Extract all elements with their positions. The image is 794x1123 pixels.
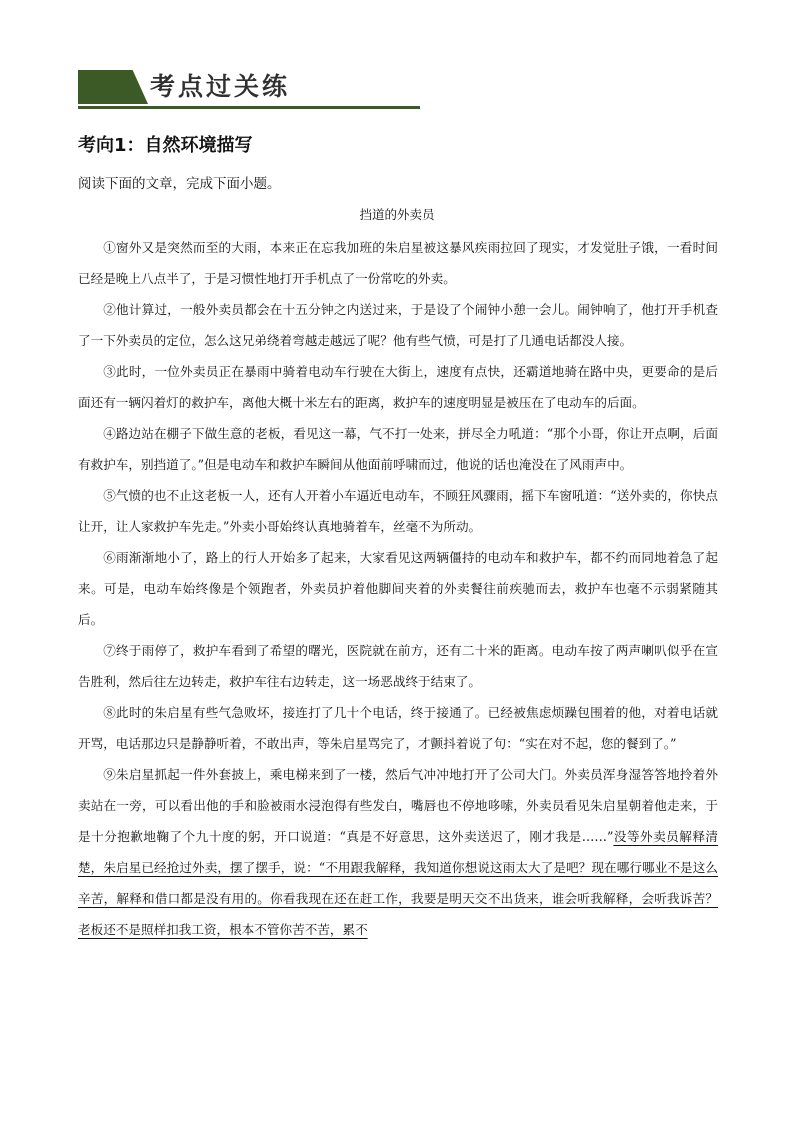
section-heading: 考向1：自然环境描写 (78, 135, 253, 156)
paragraph-9 (78, 759, 718, 945)
article-body (78, 232, 718, 945)
paragraph-2: ②他计算过，一般外卖员都会在十五分钟之内送过来，于是设了个闹钟小憩一会儿。闹钟响了，他打开手机查了一下外卖员的定位，怎么这兄弟绕着弯越走越远了呢？他有些气愤，可是打了几通电话都没人接。 (78, 302, 718, 348)
paragraph-7: ⑦终于雨停了，救护车看到了希望的曙光，医院就在前方，还有二十米的距离。电动车按了两声喇叭似乎在宣告胜利，然后往左边转走，救护车往右边转走，这一场恶战终于结束了。 (78, 643, 718, 689)
paragraph-9-text: ⑨朱启星抓起一件外套披上，乘电梯来到了一楼，然后气冲冲地打开了公司大门。外卖员浑身湿答答地拎着外卖站在一旁，可以看出他的手和脸被雨水浸泡得有些发白，嘴唇也不停地哆嗦，外卖员看见朱启星朝着他走来，于是十分抱歉地鞠了个九十度的躬，开口说道：“真是不好意思，这外卖送迟了，刚才我是……” (78, 767, 718, 844)
paragraph-6: ⑥雨渐渐地小了，路上的行人开始多了起来，大家看见这两辆僵持的电动车和救护车，都不约而同地着急了起来。可是，电动车始终像是个领跑者，外卖员护着他脚间夹着的外卖餐往前疾驰而去，救护车也毫不示弱紧随其后。 (78, 550, 718, 627)
banner-decoration (78, 70, 148, 104)
paragraph-4: ④路边站在棚子下做生意的老板，看见这一幕，气不打一处来，拼尽全力吼道：“那个小哥，你让开点啊，后面有救护车，别挡道了。”但是电动车和救护车瞬间从他面前呼啸而过，他说的话也淹没在了风雨声中。 (78, 426, 718, 472)
instruction-text: 阅读下面的文章，完成下面小题。 (78, 176, 281, 192)
section-banner (78, 70, 420, 110)
paragraph-8: ⑧此时的朱启星有些气急败坏，接连打了几十个电话，终于接通了。已经被焦虑烦躁包围着的他，对着电话就开骂，电话那边只是静静听着，不敢出声，等朱启星骂完了，才颤抖着说了句：“实在对不起，您的餐到了。” (78, 705, 718, 751)
underlined-passage: 没等外卖员解释清楚，朱启星已经抢过外卖，摆了摆手，说：“不用跟我解释，我知道你想说这雨太大了是吧？现在哪行哪业不是这么辛苦，解释和借口都是没有用的。你看我现在还在赶工作，我要是明天交不出货来，谁会听我解释，会听我诉苦？老板还不是照样扣我工资，根本不管你苦不苦，累不 (78, 829, 718, 937)
article-title: 挡道的外卖员 (359, 207, 435, 222)
paragraph-1: ①窗外又是突然而至的大雨，本来正在忘我加班的朱启星被这暴风疾雨拉回了现实，才发觉肚子饿，一看时间已经是晚上八点半了，于是习惯性地打开手机点了一份常吃的外卖。 (78, 240, 718, 286)
banner-underline (78, 106, 420, 109)
banner-title: 考点过关练 (150, 72, 291, 101)
paragraph-3: ③此时，一位外卖员正在暴雨中骑着电动车行驶在大街上，速度有点快，还霸道地骑在路中央，更要命的是后面还有一辆闪着灯的救护车，离他大概十米左右的距离，救护车的速度明显是被压在了电动车的后面。 (78, 364, 718, 410)
paragraph-5: ⑤气愤的也不止这老板一人，还有人开着小车逼近电动车，不顾狂风骤雨，摇下车窗吼道：“送外卖的，你快点让开，让人家救护车先走。”外卖小哥始终认真地骑着车，丝毫不为所动。 (78, 488, 718, 534)
